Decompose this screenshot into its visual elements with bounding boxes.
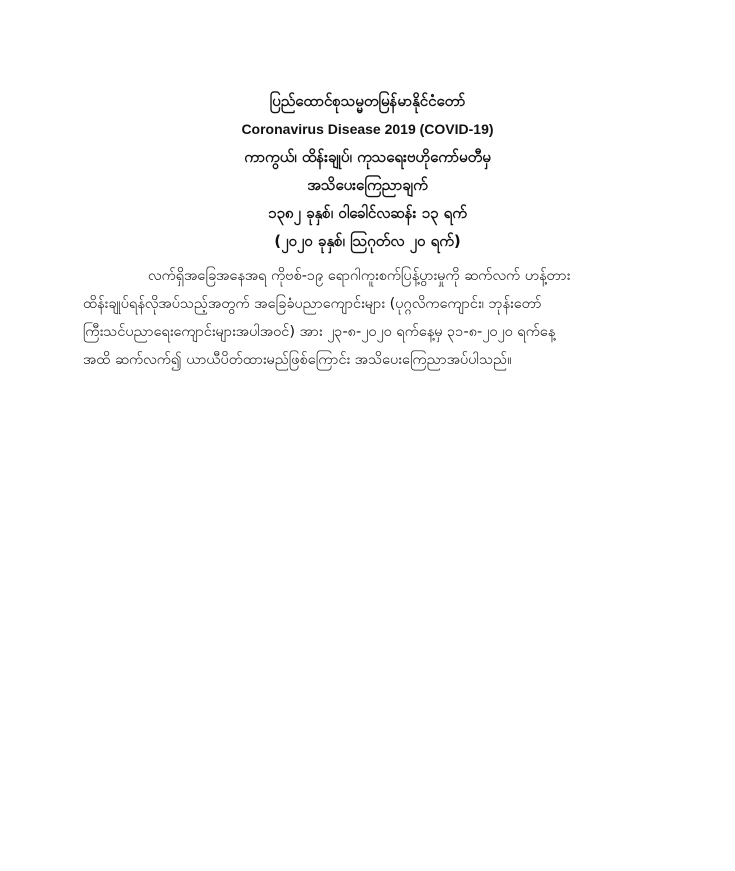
heading-announcement-title: အသိပေးကြေညာချက် bbox=[307, 176, 428, 194]
heading-disease-name: Coronavirus Disease 2019 (COVID-19) bbox=[241, 121, 494, 137]
heading-country-name: ပြည်ထောင်စုသမ္မတမြန်မာနိုင်ငံတော် bbox=[269, 92, 466, 110]
heading-myanmar-date: ၁၃၈၂ ခုနှစ်၊ ဝါခေါင်လဆန်း ၁၃ ရက် bbox=[268, 204, 467, 222]
heading-committee-name: ကာကွယ်၊ ထိန်းချုပ်၊ ကုသရေးဗဟိုကော်မတီမှ bbox=[244, 148, 491, 166]
heading-gregorian-date: (၂၀၂၀ ခုနှစ်၊ ဩဂုတ်လ ၂၀ ရက်) bbox=[274, 232, 461, 250]
paragraph-line: ကြီးသင်ပညာရေးကျောင်းများအပါအဝင်) အား ၂၃-၈-၂၀၂၀ ရက်နေ့မှ ၃၁-၈-၂၀၂၀ ရက်နေ့ bbox=[83, 324, 556, 340]
paragraph-line: ထိန်းချုပ်ရန်လိုအပ်သည့်အတွက် အခြေခံပညာကျောင်းများ (ပုဂ္ဂလိကကျောင်း၊ ဘုန်းတော် bbox=[83, 296, 542, 312]
paragraph-line: အထိ ဆက်လက်၍ ယာယီပိတ်ထားမည်ဖြစ်ကြောင်း အသိပေးကြေညာအပ်ပါသည်။ bbox=[83, 352, 512, 368]
paragraph-line: လက်ရှိအခြေအနေအရ ကိုဗစ်-၁၉ ရောဂါကူးစက်ပြန့်ပွားမှုကို ဆက်လက် ဟန့်တား bbox=[148, 268, 571, 284]
